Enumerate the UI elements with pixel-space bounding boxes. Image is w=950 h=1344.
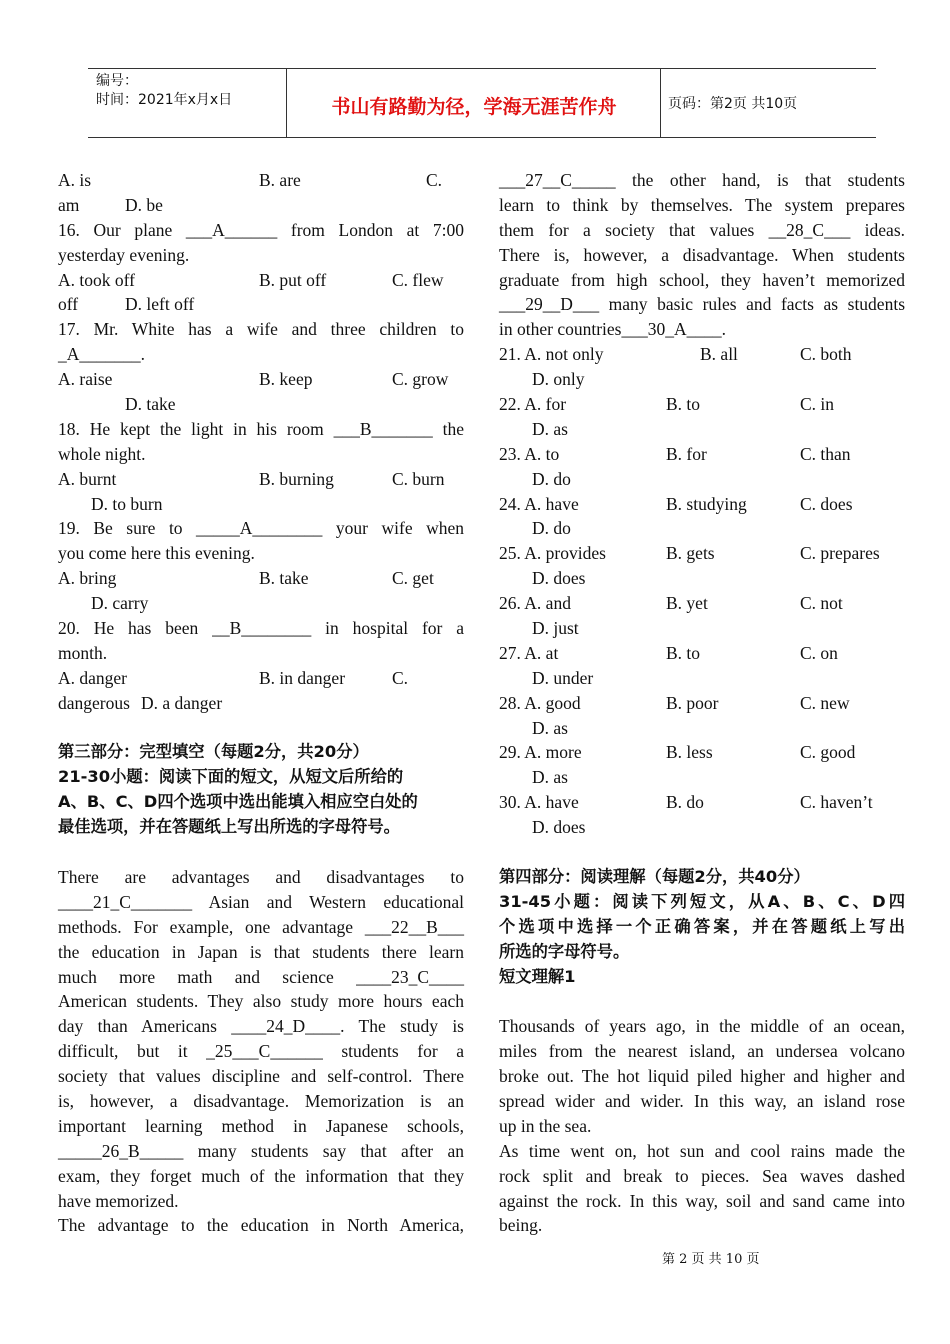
passage-line: rock split and break to pieces. Sea waves dashed	[499, 1165, 905, 1186]
cloze-option-row	[499, 392, 905, 417]
option-b: B. yet	[666, 593, 708, 614]
option-row	[58, 292, 464, 317]
passage-line: against the rock. In this way, soil and sand came into	[499, 1190, 905, 1211]
option-row	[58, 392, 464, 417]
option-d: D. do	[532, 518, 571, 539]
passage-line: spread wider and wider. In this way, an island rose	[499, 1090, 905, 1111]
passage-line: Thousands of years ago, in the middle of an ocean,	[499, 1016, 905, 1037]
option-a: 22. A. for	[499, 394, 567, 415]
option-c: C. grow	[392, 369, 449, 390]
option-a: A. danger	[58, 667, 128, 688]
option-c: C. new	[800, 692, 850, 713]
passage-line: There are advantages and disadvantages to	[58, 866, 464, 887]
option-row	[58, 591, 464, 616]
right-column	[499, 168, 905, 1238]
option-c: C. not	[800, 593, 843, 614]
option-b: B. do	[666, 792, 704, 813]
question-16-cont: yesterday evening.	[58, 244, 190, 265]
cloze-option-row	[499, 815, 905, 840]
header-divider	[660, 69, 661, 137]
option-row	[58, 566, 464, 591]
option-b: B. in danger	[259, 667, 346, 688]
passage-line: being.	[499, 1215, 543, 1236]
option-b: B. to	[666, 642, 701, 663]
option-b: B. studying	[666, 493, 747, 514]
option-c: C.	[392, 667, 409, 688]
cloze-option-row	[499, 691, 905, 716]
part4-title: 第四部分：阅读理解（每题2分，共40分）	[499, 866, 810, 886]
option-c: C. haven’t	[800, 792, 873, 813]
option-a: A. burnt	[58, 468, 117, 489]
part3-instruction: 21-30小题：阅读下面的短文，从短文后所给的	[58, 767, 404, 787]
cloze-option-row	[499, 616, 905, 641]
cloze-option-row	[499, 417, 905, 442]
option-row	[58, 268, 464, 293]
option-a: A. took off	[58, 269, 135, 290]
cloze-option-row	[499, 516, 905, 541]
option-a: 21. A. not only	[499, 344, 604, 365]
part3-instruction: 最佳选项，并在答题纸上写出所选的字母符号。	[58, 817, 400, 837]
passage-line: learn to think by themselves. The system prepares	[499, 194, 905, 215]
option-b: B. take	[259, 568, 309, 589]
cloze-passage	[58, 865, 464, 1238]
option-a: 26. A. and	[499, 593, 571, 614]
option-b: B. less	[666, 742, 713, 763]
cloze-option-row	[499, 492, 905, 517]
option-b: B. put off	[259, 269, 327, 290]
option-row	[58, 168, 464, 193]
cloze-option-row	[499, 666, 905, 691]
time-label: 时间：2021年x月x日	[96, 92, 233, 108]
part4-instruction: 31-45小题：阅读下列短文，从A、B、C、D四	[499, 891, 905, 911]
reading-passage	[499, 1014, 905, 1238]
option-d: D. left off	[125, 294, 195, 315]
option-d: D. as	[532, 418, 568, 439]
passage-line: important learning method in Japanese schools,	[58, 1115, 464, 1136]
header-meta	[96, 72, 286, 110]
option-row	[58, 492, 464, 517]
option-d: D. carry	[91, 593, 149, 614]
option-d: D. to burn	[91, 493, 163, 514]
cloze-option-row	[499, 716, 905, 741]
question-20-cont: month.	[58, 642, 108, 663]
option-a: A. is	[58, 170, 92, 190]
option-c: C. than	[800, 443, 851, 464]
cloze-option-row	[499, 591, 905, 616]
question-18-cont: whole night.	[58, 443, 146, 464]
part3-instruction: A、B、C、D四个选项中选出能填入相应空白处的	[58, 792, 418, 812]
passage-line: ____21_C_______ Asian and Western educational	[58, 891, 464, 912]
option-a: 25. A. provides	[499, 543, 606, 564]
option-d: D. does	[532, 568, 586, 589]
passage-line: the education in Japan is that students there learn	[58, 941, 464, 962]
passage-line: exam, they forget much of the information that they	[58, 1165, 464, 1186]
option-c-wrap: am	[58, 194, 80, 215]
cloze-option-row	[499, 566, 905, 591]
option-row	[58, 193, 464, 218]
cloze-option-row	[499, 790, 905, 815]
option-b: B. poor	[666, 692, 719, 713]
cloze-options	[499, 342, 905, 840]
option-b: B. all	[700, 344, 738, 365]
passage-line: methods. For example, one advantage ___22__B___	[58, 916, 464, 937]
passage-line: them for a society that values __28_C___ ideas.	[499, 219, 905, 240]
option-a: 27. A. at	[499, 642, 559, 663]
question-18: 18. He kept the light in his room ___B_______ the	[58, 418, 464, 439]
passage-line: American students. They also study more hours each	[58, 991, 464, 1012]
passage-line: miles from the nearest island, an undersea volcano	[499, 1041, 905, 1062]
passage-line: graduate from high school, they haven’t memorized	[499, 269, 905, 290]
reading1-title: 短文理解1	[499, 966, 576, 986]
option-c: C. flew	[392, 269, 444, 290]
option-d: D. under	[532, 667, 594, 688]
passage-line: _____26_B_____ many students say that after an	[58, 1140, 464, 1161]
option-row	[58, 367, 464, 392]
part3-title: 第三部分：完型填空（每题2分，共20分）	[58, 742, 369, 762]
passage-line: broke out. The hot liquid piled higher and higher and	[499, 1066, 905, 1087]
option-row	[58, 691, 464, 716]
option-c: C. good	[800, 742, 856, 763]
option-d: D. as	[532, 717, 568, 738]
passage-line: have memorized.	[58, 1190, 179, 1211]
option-a: 28. A. good	[499, 692, 581, 713]
option-d: D. just	[532, 618, 579, 639]
number-label: 编号：	[96, 73, 138, 89]
option-d: D. only	[532, 369, 585, 390]
cloze-option-row	[499, 740, 905, 765]
part4-instruction: 所选的字母符号。	[499, 941, 630, 961]
option-a: 24. A. have	[499, 493, 579, 514]
left-column	[58, 168, 464, 1238]
part4-instruction: 个选项中选择一个正确答案，并在答题纸上写出	[499, 916, 905, 936]
passage-line: There is, however, a disadvantage. When students	[499, 244, 905, 265]
option-b: B. for	[666, 443, 707, 464]
option-c: C. both	[800, 344, 852, 365]
passage-line: is, however, a disadvantage. Memorization is an	[58, 1090, 464, 1111]
passage-line: The advantage to the education in North America,	[58, 1215, 464, 1236]
cloze-option-row	[499, 765, 905, 790]
passage-line: day than Americans ____24_D____. The study is	[58, 1016, 464, 1037]
option-c: C. does	[800, 493, 853, 514]
page-footer: 第 2 页 共 10 页	[662, 1252, 760, 1267]
option-row	[58, 467, 464, 492]
option-c: C. on	[800, 642, 838, 663]
passage-line: ___29__D___ many basic rules and facts as students	[499, 294, 905, 315]
option-d: D. be	[125, 194, 163, 215]
header-divider	[286, 69, 287, 137]
option-d: D. as	[532, 767, 568, 788]
option-a: 23. A. to	[499, 443, 560, 464]
cloze-option-row	[499, 342, 905, 367]
option-b: B. keep	[259, 369, 313, 390]
header-motto: 书山有路勤为径，学海无涯苦作舟	[331, 96, 617, 118]
option-a: 30. A. have	[499, 792, 579, 813]
option-a: A. raise	[58, 369, 113, 390]
option-d: D. does	[532, 817, 586, 838]
option-c: C. in	[800, 394, 835, 415]
question-20: 20. He has been __B________ in hospital for a	[58, 618, 464, 639]
option-b: B. burning	[259, 468, 334, 489]
passage-line: society that values discipline and self-control. There	[58, 1066, 464, 1087]
option-c: C. get	[392, 568, 434, 589]
option-b: B. are	[259, 170, 301, 190]
option-d: D. a danger	[141, 692, 223, 713]
option-c-wrap: off	[58, 294, 79, 315]
passage-line: much more math and science ____23_C____	[58, 966, 464, 987]
passage-line: up in the sea.	[499, 1115, 592, 1136]
cloze-option-row	[499, 467, 905, 492]
option-c-wrap: dangerous	[58, 692, 130, 713]
passage-line: in other countries___30_A____.	[499, 319, 726, 340]
passage-line: As time went on, hot sun and cool rains made the	[499, 1140, 905, 1161]
cloze-option-row	[499, 367, 905, 392]
question-19: 19. Be sure to _____A________ your wife when	[58, 518, 464, 539]
option-c: C. prepares	[800, 543, 880, 564]
passage-line: difficult, but it _25___C______ students for a	[58, 1041, 464, 1062]
question-17-cont: _A_______.	[58, 344, 146, 365]
option-row	[58, 666, 464, 691]
cloze-option-row	[499, 641, 905, 666]
option-c: C.	[426, 170, 443, 190]
passage-line: ___27__C_____ the other hand, is that students	[499, 170, 905, 190]
option-d: D. take	[125, 394, 176, 415]
option-c: C. burn	[392, 468, 445, 489]
question-16: 16. Our plane ___A______ from London at 7:00	[58, 219, 464, 240]
header-page-label: 页码：第2页 共10页	[668, 96, 798, 112]
cloze-option-row	[499, 541, 905, 566]
option-d: D. do	[532, 468, 571, 489]
option-a: 29. A. more	[499, 742, 582, 763]
option-a: A. bring	[58, 568, 117, 589]
page-header	[88, 68, 876, 138]
option-b: B. to	[666, 394, 701, 415]
option-b: B. gets	[666, 543, 715, 564]
question-19-cont: you come here this evening.	[58, 543, 255, 564]
cloze-option-row	[499, 442, 905, 467]
question-17: 17. Mr. White has a wife and three children to	[58, 319, 464, 340]
